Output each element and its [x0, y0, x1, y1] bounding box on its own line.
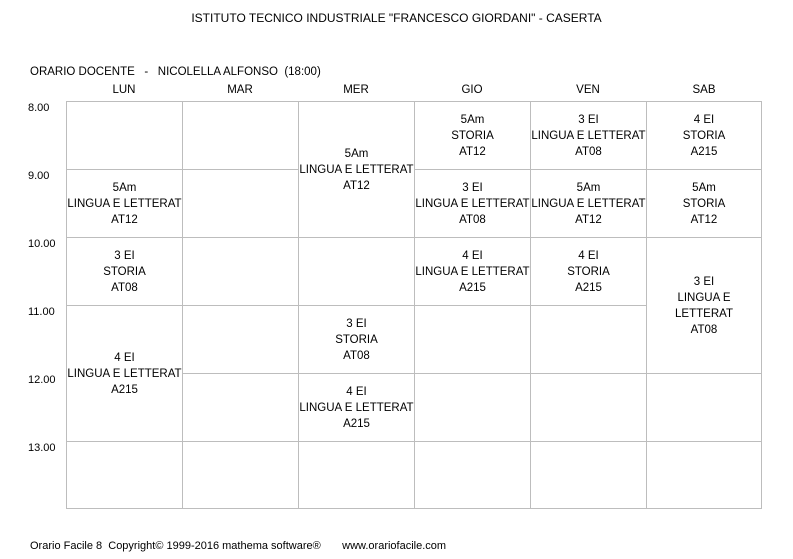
lesson-cell-sab-9[interactable] [647, 170, 761, 237]
lesson-class: 5Am [344, 147, 369, 160]
lesson-cell-lun-11[interactable] [67, 306, 182, 441]
lesson-class: 5Am [112, 181, 137, 194]
lesson-room: AT12 [111, 213, 138, 226]
footer [30, 540, 446, 552]
lesson-subject: STORIA [567, 265, 610, 278]
lesson-subject: LINGUA E LETTERAT [415, 265, 530, 278]
lesson-room: A215 [690, 145, 718, 158]
hour-label: 9.00 [28, 170, 50, 182]
lesson-subject: STORIA [682, 129, 726, 142]
footer-copyright: Orario Facile 8 Copyright© 1999-2016 mathema software® [30, 540, 321, 552]
lesson-class: 4 EI [578, 249, 599, 262]
lesson-class: 4 EI [346, 385, 367, 398]
lesson-subject: STORIA [682, 197, 726, 210]
lesson-room: AT12 [343, 179, 370, 192]
lesson-subject: LINGUA E LETTERAT [299, 401, 414, 414]
lesson-class: 3 EI [578, 113, 599, 126]
timetable-grid [66, 101, 762, 509]
lesson-class: 4 EI [693, 113, 715, 126]
lesson-subject: LINGUA E LETTERAT [299, 163, 414, 176]
day-header-sab: SAB [692, 84, 716, 96]
lesson-subject: LINGUA E LETTERAT [67, 197, 182, 210]
lesson-cell-ven-9[interactable] [531, 170, 646, 237]
page-title: ISTITUTO TECNICO INDUSTRIALE "FRANCESCO GIORDANI" - CASERTA [191, 11, 602, 25]
day-header-mar: MAR [227, 84, 253, 96]
lesson-subject: LINGUA E LETTERAT [415, 197, 530, 210]
lesson-cell-mer-12[interactable] [299, 374, 414, 441]
lesson-room: AT08 [459, 213, 486, 226]
lesson-class: 5Am [460, 113, 485, 126]
hour-label: 13.00 [28, 442, 56, 454]
lesson-cell-gio-8[interactable] [415, 102, 530, 169]
lesson-subject: STORIA [335, 333, 378, 346]
lesson-cell-lun-9[interactable] [67, 170, 182, 237]
lesson-cell-mer-11[interactable] [299, 306, 414, 373]
lesson-room: A215 [459, 281, 486, 294]
lesson-room: AT08 [575, 145, 602, 158]
lesson-class: 3 EI [693, 275, 715, 288]
lesson-room: A215 [343, 417, 370, 430]
lesson-subject: LINGUA E LETTERAT [531, 129, 646, 142]
lesson-class: 3 EI [346, 317, 367, 330]
lesson-subject: LINGUA E LETTERAT [531, 197, 646, 210]
lesson-class: 4 EI [462, 249, 483, 262]
lesson-room: AT12 [690, 213, 718, 226]
hour-label: 11.00 [28, 306, 55, 318]
lesson-class: 3 EI [114, 249, 135, 262]
footer-website-link[interactable]: www.orariofacile.com [342, 540, 447, 552]
lesson-cell-gio-10[interactable] [415, 238, 530, 305]
lesson-room: A215 [111, 383, 138, 396]
hour-label: 12.00 [28, 374, 56, 386]
lesson-room: AT12 [575, 213, 602, 226]
lesson-cell-ven-8[interactable] [531, 102, 646, 169]
lesson-cell-sab-10[interactable] [647, 238, 761, 373]
teacher-schedule-subtitle: ORARIO DOCENTE - NICOLELLA ALFONSO (18:00) [30, 66, 321, 78]
lesson-cell-sab-8[interactable] [647, 102, 761, 169]
lesson-class: 5Am [576, 181, 601, 194]
lesson-room: AT08 [343, 349, 370, 362]
day-header-mer: MER [343, 84, 369, 96]
lesson-cell-gio-9[interactable] [415, 170, 530, 237]
lesson-subject: STORIA [103, 265, 146, 278]
lesson-cell-ven-10[interactable] [531, 238, 646, 305]
lesson-room: AT08 [111, 281, 138, 294]
lesson-subject: LINGUA E LETTERAT [675, 291, 733, 320]
lesson-class: 4 EI [114, 351, 135, 364]
hour-label: 10.00 [28, 238, 56, 250]
lesson-room: AT12 [459, 145, 486, 158]
day-header-ven: VEN [576, 84, 600, 96]
lesson-cell-mer-8[interactable] [299, 102, 414, 237]
lesson-subject: LINGUA E LETTERAT [67, 367, 182, 380]
day-header-lun: LUN [112, 84, 136, 96]
lesson-class: 5Am [692, 181, 716, 194]
day-header-gio: GIO [461, 84, 483, 96]
lesson-class: 3 EI [462, 181, 483, 194]
hour-label: 8.00 [28, 102, 50, 114]
lesson-cell-lun-10[interactable] [67, 238, 182, 305]
lesson-room: AT08 [690, 323, 718, 336]
lesson-room: A215 [575, 281, 602, 294]
lesson-subject: STORIA [451, 129, 494, 142]
